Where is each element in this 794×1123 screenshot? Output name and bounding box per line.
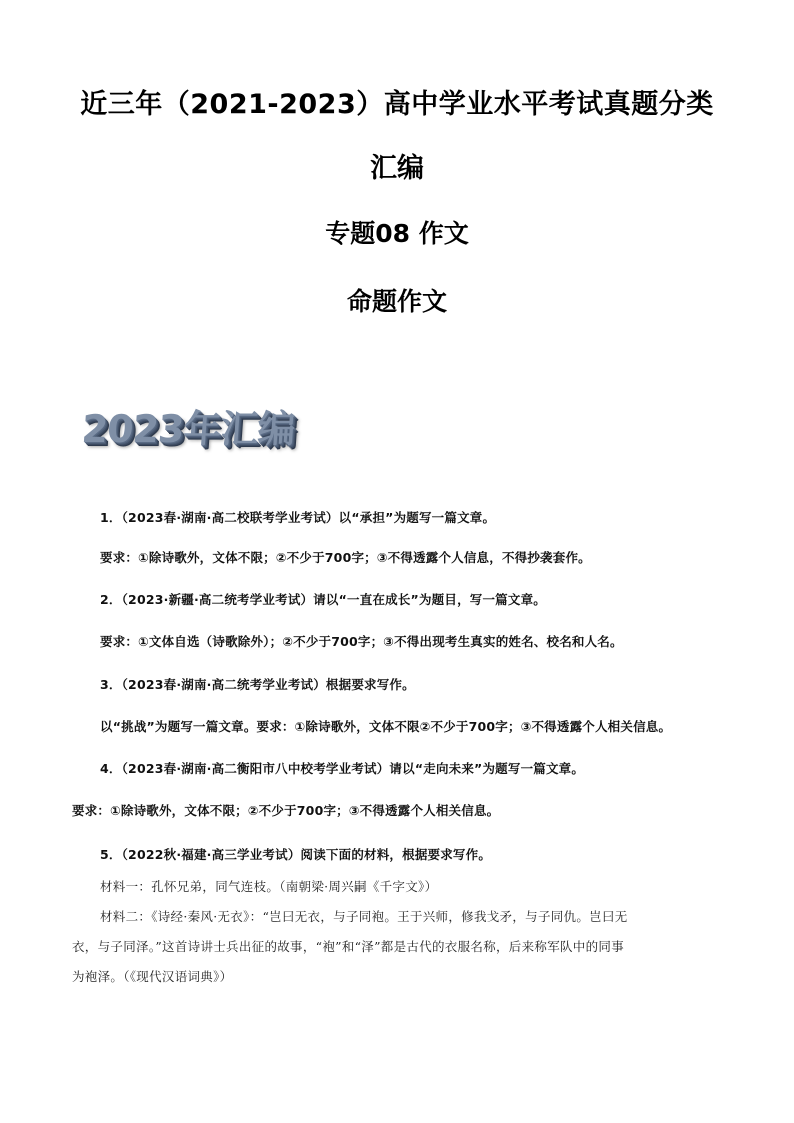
document-title-line1: 近三年（2021-2023）高中学业水平考试真题分类 bbox=[80, 89, 714, 120]
material-1: 材料一：孔怀兄弟，同气连枝。（南朝梁·周兴嗣《千字文》） bbox=[100, 879, 438, 894]
material-2-line2: 衣，与子同泽。”这首诗讲士兵出征的故事，“袍”和“泽”都是古代的衣服名称，后来称军队中的同事 bbox=[72, 939, 625, 954]
topic-title: 专题08 作文 bbox=[325, 219, 469, 248]
question-2-prompt: 2．（2023·新疆·高二统考学业考试）请以“一直在成长”为题目，写一篇文章。 bbox=[100, 592, 546, 607]
question-1-requirements: 要求：①除诗歌外，文体不限；②不少于700字；③不得透露个人信息，不得抄袭套作。 bbox=[100, 550, 591, 565]
question-4-prompt: 4．（2023春·湖南·高二衡阳市八中校考学业考试）请以“走向未来”为题写一篇文章。 bbox=[100, 761, 585, 776]
material-2-line1: 材料二：《诗经·秦风·无衣》：“岂曰无衣，与子同袍。王于兴师，修我戈矛，与子同仇。岂曰无 bbox=[100, 909, 628, 924]
question-3-requirements: 以“挑战”为题写一篇文章。要求：①除诗歌外，文体不限②不少于700字；③不得透露个人相关信息。 bbox=[100, 719, 672, 734]
section-banner-2023: 2023年汇编 bbox=[80, 407, 297, 451]
question-5-prompt: 5．（2022秋·福建·高三学业考试）阅读下面的材料，根据要求写作。 bbox=[100, 847, 492, 862]
question-1-prompt: 1．（2023春·湖南·高二校联考学业考试）以“承担”为题写一篇文章。 bbox=[100, 510, 496, 525]
subtopic-title: 命题作文 bbox=[346, 287, 447, 316]
question-3-prompt: 3．（2023春·湖南·高二统考学业考试）根据要求写作。 bbox=[100, 677, 415, 692]
document-title-line2: 汇编 bbox=[370, 153, 424, 184]
material-2-line3: 为袍泽。（《现代汉语词典》） bbox=[72, 969, 233, 984]
question-2-requirements: 要求：①文体自选（诗歌除外）；②不少于700字；③不得出现考生真实的姓名、校名和人名。 bbox=[100, 634, 623, 649]
question-4-requirements: 要求：①除诗歌外，文体不限；②不少于700字；③不得透露个人相关信息。 bbox=[72, 803, 500, 818]
